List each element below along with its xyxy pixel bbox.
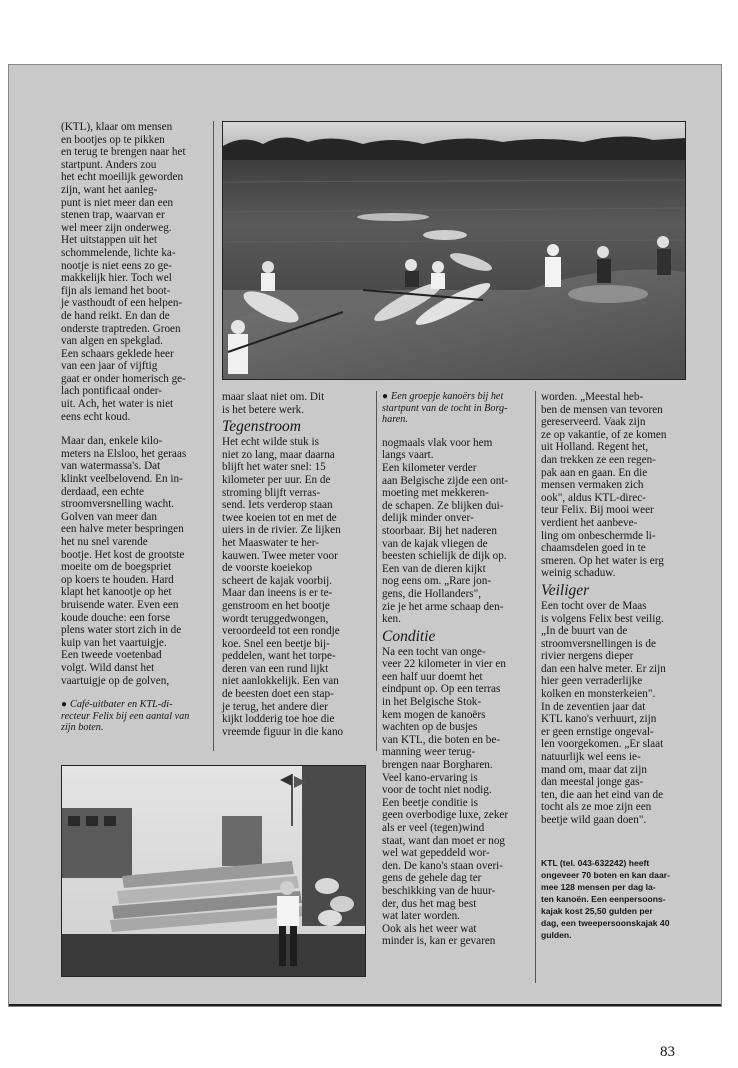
column-rule-1 [213, 121, 214, 751]
canoeists-photo-image [223, 122, 685, 379]
column4-paragraph-2: Een tocht over de Maas is volgens Felix best veilig. „In de buurt van de stroomversnellingen is de rivier nergens dieper dan een halve meter. Er zijn hier geen verraderlijke kolken en monsterkeien". In de zeventien jaar dat KTL kano's verhuurt, zijn er geen ernstige ongeval- len voorgekomen. „Er slaat natuurlijk wel eens ie- mand om, maar dat zijn dan meestal jonge gas- ten, die aan het eind van de tocht als ze moe zijn een beetje wild gaan doen". [541, 599, 666, 826]
felix-photo-caption [61, 699, 213, 734]
felix-caption-text: Café-uitbater en KTL-di- recteur Felix bij een aantal van zijn boten. [61, 699, 190, 734]
canoeists-caption-text: Een groepje kanoërs bij het startpunt van de tocht in Borg- haren. [382, 391, 508, 426]
column2-paragraph-1: maar slaat niet om. Dit is het betere werk. [222, 391, 325, 416]
column-3 [382, 391, 534, 948]
page-number: 83 [660, 1044, 675, 1060]
felix-photo-image [62, 766, 365, 976]
column4-paragraph-1: worden. „Meestal heb- ben de mensen van tevoren gereserveerd. Vaak zijn ze op vakantie, of ze komen uit Holland. Regent het, dan trekken ze een regen- pak aan en gaan. En die mensen vermaken zich ook", aldus KTL-direc- teur Felix. Bij mooi weer verdient het aanbeve- ling om onbeschermde li- chaamsdelen goed in te smeren. Op het water is erg weinig schaduw. [541, 391, 667, 580]
ktl-info-box: KTL (tel. 043-632242) heeft ongeveer 70 boten en kan daar- mee 128 mensen per dag la- ten kanoën. Een eenpersoons- kajak kost 25,50 gulden per dag, een tweepersoonskajak 40 gulden. [541, 857, 670, 940]
felix-photo [61, 765, 366, 977]
column3-paragraph-1: nogmaals vlak voor hem langs vaart. Een kilometer verder aan Belgische zijde een ont- moeting met mekkeren- de schapen. Ze blijken dui- delijk minder onver- stoorbaar. Bij het naderen van de kajak vliegen de beesten schielijk de dijk op. Een van de dieren kijkt nog eens om. „Rare jon- gens, die Hollanders", zie je het arme schaap den- ken. [382, 436, 509, 626]
column-4 [541, 391, 693, 941]
column1-paragraph-2: Maar dan, enkele kilo- meters na Elsloo, het geraas van watermassa's. Dat klinkt veelbelovend. En in- derdaad, een echte stroomversnelling wacht. Golven van meer dan een halve meter bespringen het nu snel varende bootje. Het kost de grootste moeite om de boegspriet op koers te houden. Hard klapt het kanootje op het bruisende water. Even een koude douche: een forse plens water stort zich in de kuip van het vaartuigje. Een tweede voetenbad volgt. Wild danst het vaartuigje op de golven, [61, 435, 187, 687]
column3-paragraph-2: Na een tocht van onge- veer 22 kilometer in vier en een half uur doemt het eindpunt op. Op een terras in het Belgische Stok- kem mogen de kanoërs wachten op de busjes van KTL, die boten en be- manning weer terug- brengen naar Borgharen. Veel kano-ervaring is voor de tocht niet nodig. Een beetje conditie is geen overbodige luxe, zeker als er veel (tegen)wind staat, want dan moet er nog wel wat gepeddeld wor- den. De kano's staan overi- gens de gehele dag ter beschikking van de huur- der, dus het mag best wat later worden. Ook als het weer wat minder is, kan er gevaren [382, 645, 509, 948]
column2-paragraph-2: Het echt wilde stuk is niet zo lang, maar daarna blijft het water snel: 15 kilometer per uur. En de stroming blijft verras- send. Iets verderop staan twee koeien tot en met de uiers in de rivier. Ze lijken het Maaswater te her- kauwen. Twee meter voor de voorste koeiekop scheert de kajak voorbij. Maar dan ineens is er te- genstroom en het bootje wordt teruggedwongen, veroordeeld tot een rondje koe. Snel een beetje bij- peddelen, want het torpe- deren van een rund lijkt niet aanlokkelijk. Een van de beesten doet een stap- je terug, het andere dier kijkt lodderig toe hoe die vreemde figuur in die kano [222, 436, 344, 738]
canoeists-photo-caption [382, 391, 534, 426]
bullet-icon: ● [61, 699, 68, 711]
heading-tegenstroom: Tegenstroom [222, 418, 301, 436]
canoeists-photo [222, 121, 686, 380]
magazine-page [8, 64, 722, 1060]
heading-veiliger: Veiliger [541, 581, 590, 599]
page-bottom-edge [9, 1004, 721, 1006]
bullet-icon: ● [382, 391, 389, 402]
column-rule-2 [376, 391, 377, 751]
column1-paragraph-1: (KTL), klaar om mensen en bootjes op te pikken en terug te brengen naar het startpunt. Anders zou het echt moeilijk geworden zijn, want het aanleg- punt is niet meer dan een stenen trap, waarvan er wel meer zijn onderweg. Het uitstappen uit het schommelende, lichte ka- nootje is niet eens zo ge- makkelijk hier. Toch wel fijn als iemand het boot- je vasthoudt of een helpen- de hand reikt. En dan de onderste traptreden. Groen van algen en spekglad. Een schaars geklede heer van een jaar of vijftig gaat er onder homerisch ge- lach pontificaal onder- uit. Ach, het water is niet eens echt koud. [61, 121, 186, 423]
column-1 [61, 121, 213, 734]
column-rule-3 [535, 391, 536, 983]
column-2 [222, 391, 374, 738]
heading-conditie: Conditie [382, 627, 436, 645]
